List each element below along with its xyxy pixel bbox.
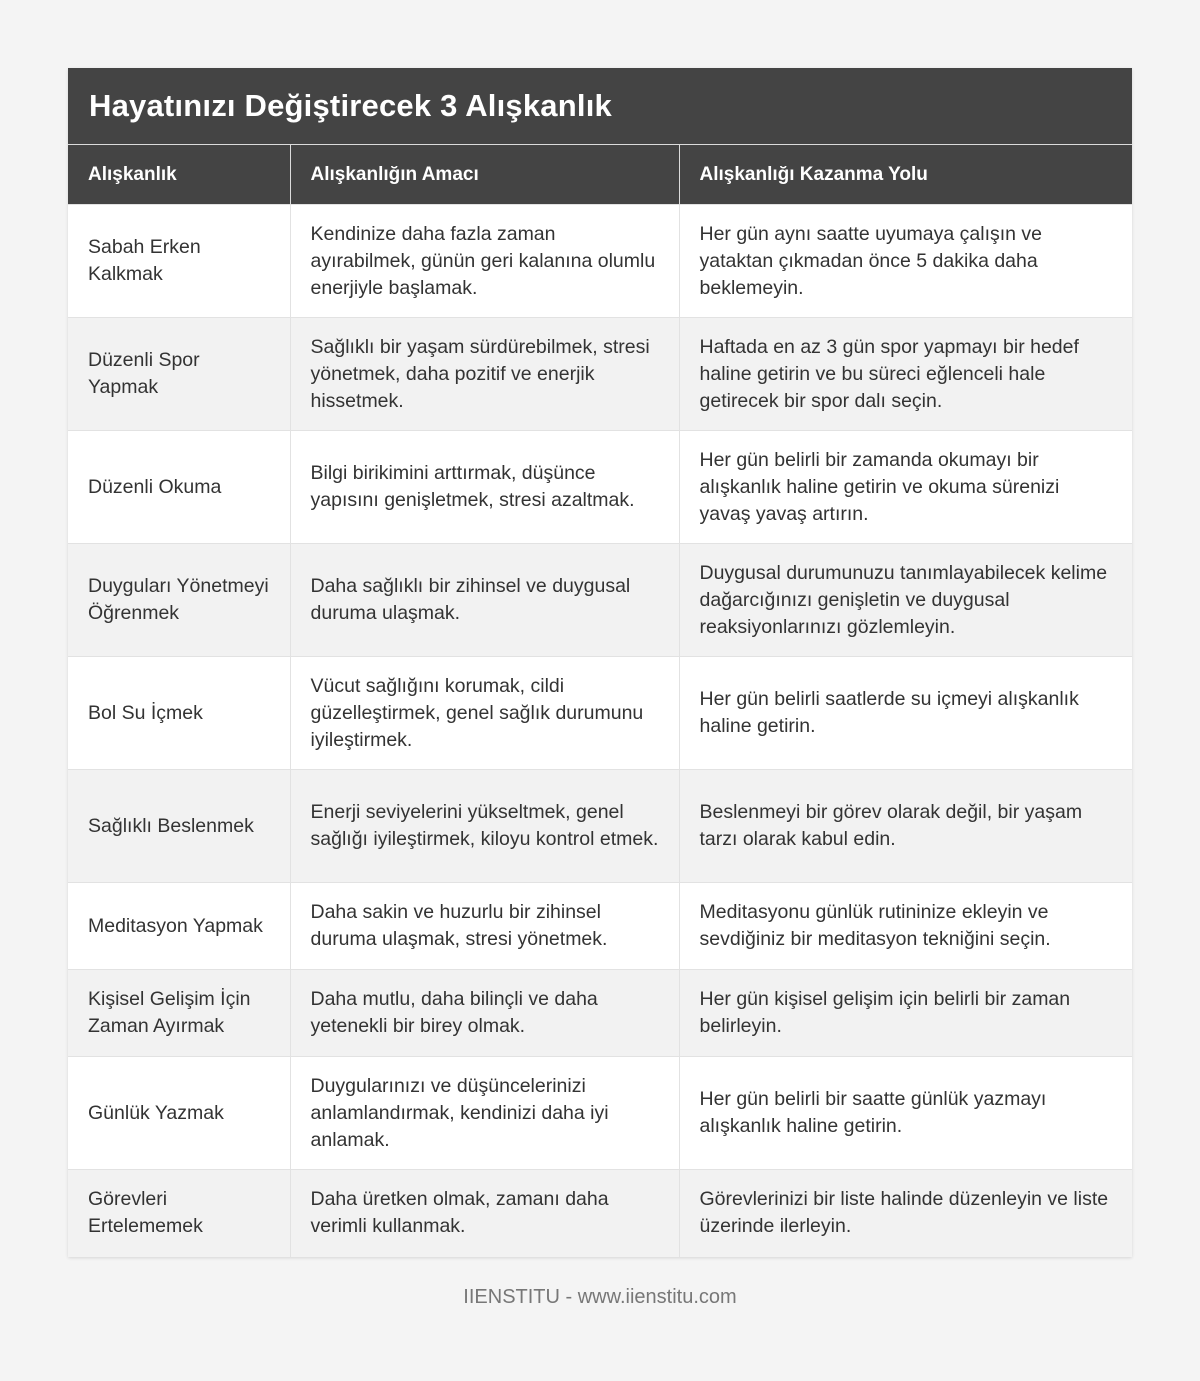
- habit-cell: Sağlıklı Beslenmek: [68, 770, 290, 883]
- table-row: [68, 205, 1132, 318]
- method-cell: Her gün belirli bir zamanda okumayı bir alışkanlık haline getirin ve okuma sürenizi yavaş yavaş artırın.: [679, 431, 1132, 544]
- purpose-cell: Daha sakin ve huzurlu bir zihinsel duruma ulaşmak, stresi yönetmek.: [290, 883, 679, 970]
- habit-cell: Düzenli Spor Yapmak: [68, 318, 290, 431]
- table-row: [68, 1170, 1132, 1257]
- habit-cell: Sabah Erken Kalkmak: [68, 205, 290, 318]
- purpose-cell: Bilgi birikimini arttırmak, düşünce yapısını genişletmek, stresi azaltmak.: [290, 431, 679, 544]
- method-cell: Duygusal durumunuzu tanımlayabilecek kelime dağarcığınızı genişletin ve duygusal reaksiyonlarınızı gözlemleyin.: [679, 544, 1132, 657]
- column-header-habit: Alışkanlık: [68, 145, 290, 205]
- column-header-purpose: Alışkanlığın Amacı: [290, 145, 679, 205]
- habits-card: [68, 68, 1132, 1257]
- purpose-cell: Duygularınızı ve düşüncelerinizi anlamlandırmak, kendinizi daha iyi anlamak.: [290, 1057, 679, 1170]
- method-cell: Her gün belirli bir saatte günlük yazmayı alışkanlık haline getirin.: [679, 1057, 1132, 1170]
- table-row: [68, 657, 1132, 770]
- habit-cell: Günlük Yazmak: [68, 1057, 290, 1170]
- habit-cell: Duyguları Yönetmeyi Öğrenmek: [68, 544, 290, 657]
- method-cell: Her gün kişisel gelişim için belirli bir zaman belirleyin.: [679, 970, 1132, 1057]
- method-cell: Meditasyonu günlük rutininize ekleyin ve sevdiğiniz bir meditasyon tekniğini seçin.: [679, 883, 1132, 970]
- table-row: [68, 544, 1132, 657]
- habit-cell: Düzenli Okuma: [68, 431, 290, 544]
- method-cell: Her gün belirli saatlerde su içmeyi alışkanlık haline getirin.: [679, 657, 1132, 770]
- table-row: [68, 770, 1132, 883]
- purpose-cell: Kendinize daha fazla zaman ayırabilmek, günün geri kalanına olumlu enerjiyle başlamak.: [290, 205, 679, 318]
- habit-cell: Meditasyon Yapmak: [68, 883, 290, 970]
- purpose-cell: Daha mutlu, daha bilinçli ve daha yetenekli bir birey olmak.: [290, 970, 679, 1057]
- title-bar: [68, 68, 1132, 145]
- table-row: [68, 431, 1132, 544]
- purpose-cell: Sağlıklı bir yaşam sürdürebilmek, stresi yönetmek, daha pozitif ve enerjik hissetmek.: [290, 318, 679, 431]
- habit-cell: Bol Su İçmek: [68, 657, 290, 770]
- footer-credit: IIENSTITU - www.iienstitu.com: [463, 1286, 737, 1308]
- habit-cell: Kişisel Gelişim İçin Zaman Ayırmak: [68, 970, 290, 1057]
- method-cell: Görevlerinizi bir liste halinde düzenleyin ve liste üzerinde ilerleyin.: [679, 1170, 1132, 1257]
- purpose-cell: Daha üretken olmak, zamanı daha verimli kullanmak.: [290, 1170, 679, 1257]
- purpose-cell: Vücut sağlığını korumak, cildi güzelleştirmek, genel sağlık durumunu iyileştirmek.: [290, 657, 679, 770]
- column-header-method: Alışkanlığı Kazanma Yolu: [679, 145, 1132, 205]
- habits-table: [68, 145, 1132, 1257]
- method-cell: Haftada en az 3 gün spor yapmayı bir hedef haline getirin ve bu süreci eğlenceli hale getirecek bir spor dalı seçin.: [679, 318, 1132, 431]
- table-row: [68, 970, 1132, 1057]
- method-cell: Her gün aynı saatte uyumaya çalışın ve yataktan çıkmadan önce 5 dakika daha beklemeyin.: [679, 205, 1132, 318]
- purpose-cell: Daha sağlıklı bir zihinsel ve duygusal duruma ulaşmak.: [290, 544, 679, 657]
- table-row: [68, 318, 1132, 431]
- table-row: [68, 1057, 1132, 1170]
- method-cell: Beslenmeyi bir görev olarak değil, bir yaşam tarzı olarak kabul edin.: [679, 770, 1132, 883]
- table-header-row: [68, 145, 1132, 205]
- page-title: Hayatınızı Değiştirecek 3 Alışkanlık: [89, 88, 612, 123]
- habit-cell: Görevleri Ertelememek: [68, 1170, 290, 1257]
- purpose-cell: Enerji seviyelerini yükseltmek, genel sağlığı iyileştirmek, kiloyu kontrol etmek.: [290, 770, 679, 883]
- table-row: [68, 883, 1132, 970]
